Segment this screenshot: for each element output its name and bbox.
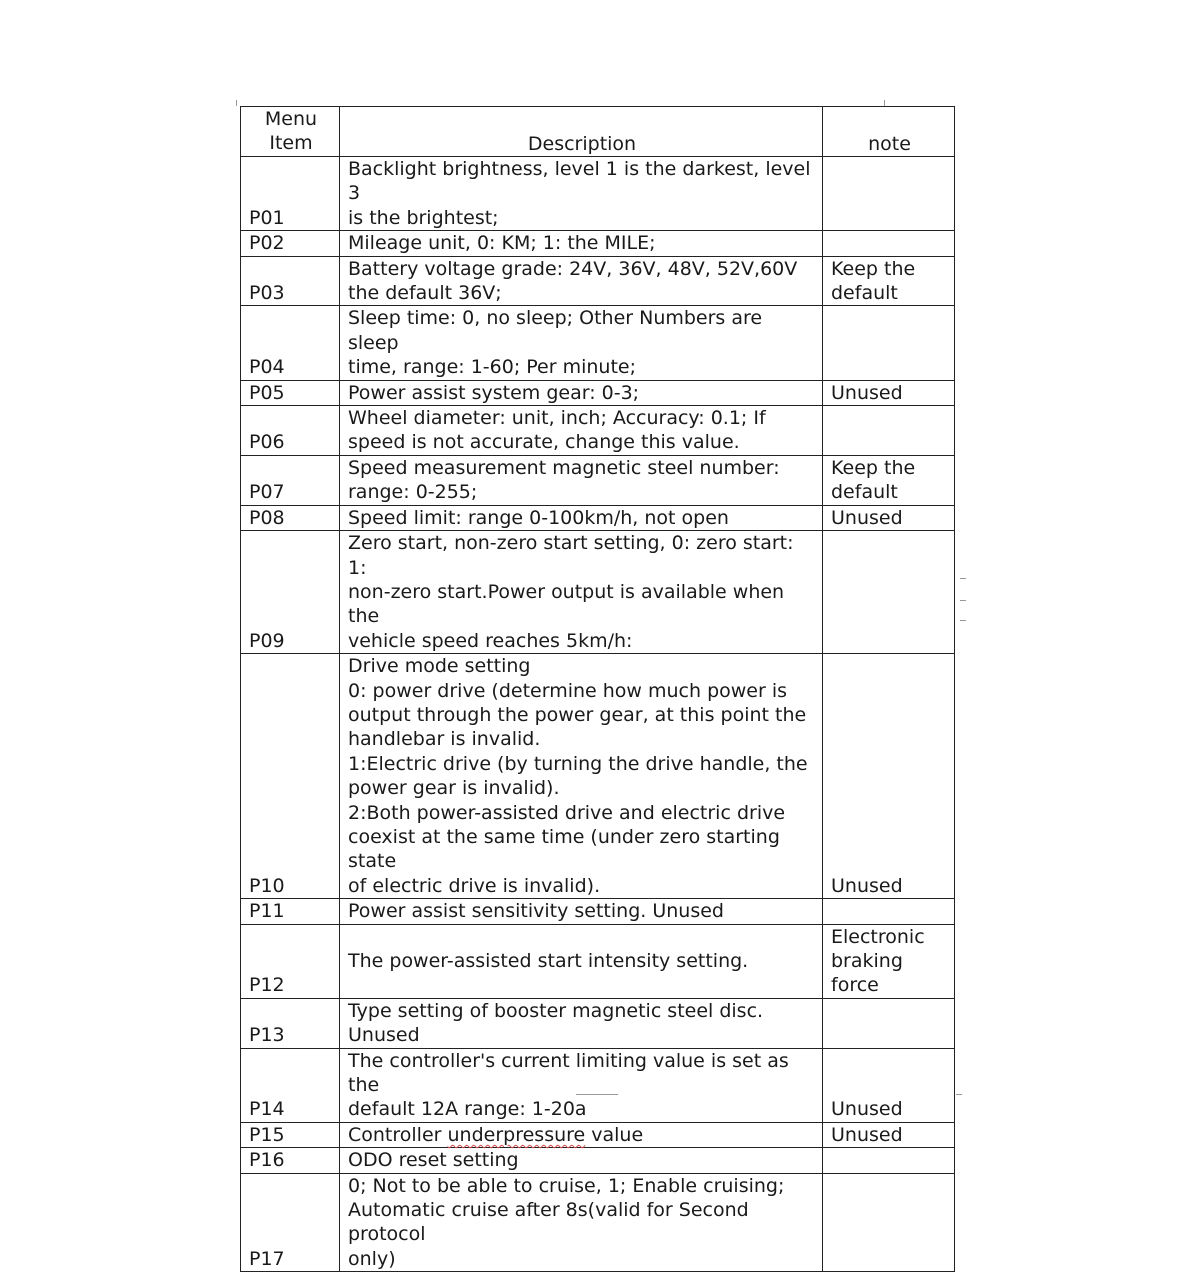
row-note — [823, 1173, 955, 1272]
corner-mark-bottom-right — [956, 1094, 962, 1095]
table-row — [241, 455, 955, 505]
row-description: Mileage unit, 0: KM; 1: the MILE; — [340, 231, 823, 256]
table-row — [241, 231, 955, 256]
table-row — [241, 899, 955, 924]
table-row — [241, 306, 955, 380]
row-description: Battery voltage grade: 24V, 36V, 48V, 52V,60V the default 36V; — [340, 256, 823, 306]
row-note: Electronic braking force — [823, 924, 955, 998]
row-note — [823, 406, 955, 456]
row-description: Speed measurement magnetic steel number: range: 0-255; — [340, 455, 823, 505]
table-row — [241, 1048, 955, 1122]
header-description: Description — [340, 107, 823, 157]
row-item: P13 — [241, 998, 340, 1048]
edge-mark-right — [960, 578, 966, 579]
table-row — [241, 1122, 955, 1147]
row-description: Sleep time: 0, no sleep; Other Numbers are sleep time, range: 1-60; Per minute; — [340, 306, 823, 380]
row-description: Zero start, non-zero start setting, 0: zero start: 1: non-zero start.Power output is available when the vehicle speed reaches 5km/h: — [340, 531, 823, 654]
row-item: P04 — [241, 306, 340, 380]
row-description-prefix: Controller — [348, 1123, 448, 1146]
table-row — [241, 256, 955, 306]
row-note — [823, 157, 955, 231]
row-description: Speed limit: range 0-100km/h, not open — [340, 505, 823, 530]
row-note — [823, 231, 955, 256]
row-note — [823, 1148, 955, 1173]
menu-settings-table — [240, 106, 955, 1272]
row-item: P06 — [241, 406, 340, 456]
row-item: P02 — [241, 231, 340, 256]
row-item: P07 — [241, 455, 340, 505]
row-item: P16 — [241, 1148, 340, 1173]
table-row — [241, 1173, 955, 1272]
row-note — [823, 306, 955, 380]
row-description: Power assist sensitivity setting. Unused — [340, 899, 823, 924]
row-note: Unused — [823, 1048, 955, 1122]
corner-mark-top-left — [236, 100, 237, 106]
row-description: Type setting of booster magnetic steel disc. Unused — [340, 998, 823, 1048]
row-item: P01 — [241, 157, 340, 231]
row-description: Drive mode setting 0: power drive (determine how much power is output through the power gear, at this point the handlebar is invalid. 1:Electric drive (by turning the drive handle, the power gear is invalid). 2:Both power-assisted drive and electric drive coexist at the same time (under zero starting state of electric drive is invalid). — [340, 654, 823, 899]
edge-mark-right-3 — [960, 620, 966, 621]
row-note — [823, 899, 955, 924]
table-row — [241, 406, 955, 456]
row-item: P09 — [241, 531, 340, 654]
table-header-row — [241, 107, 955, 157]
row-note: Unused — [823, 1122, 955, 1147]
row-item: P14 — [241, 1048, 340, 1122]
table-row — [241, 505, 955, 530]
table-row — [241, 998, 955, 1048]
row-note: Unused — [823, 505, 955, 530]
row-note: Keep the default — [823, 455, 955, 505]
row-note: Unused — [823, 380, 955, 405]
row-description: Backlight brightness, level 1 is the darkest, level 3 is the brightest; — [340, 157, 823, 231]
table-row — [241, 157, 955, 231]
row-note — [823, 531, 955, 654]
row-item: P12 — [241, 924, 340, 998]
header-menu-item: Menu Item — [241, 107, 340, 157]
row-description: ODO reset setting — [340, 1148, 823, 1173]
row-description: The controller's current limiting value is set as the default 12A range: 1-20a — [340, 1048, 823, 1122]
table-row — [241, 654, 955, 899]
row-item: P17 — [241, 1173, 340, 1272]
row-description — [340, 924, 823, 998]
table-row — [241, 531, 955, 654]
row-item: P15 — [241, 1122, 340, 1147]
row-description-suffix: value — [585, 1123, 644, 1146]
row-description — [340, 1122, 823, 1147]
row-description: 0; Not to be able to cruise, 1; Enable cruising; Automatic cruise after 8s(valid for Second protocol only) — [340, 1173, 823, 1272]
edge-mark-right-2 — [960, 600, 966, 601]
row-item: P10 — [241, 654, 340, 899]
row-description-text: The power-assisted start intensity setting. — [348, 950, 749, 972]
row-item: P08 — [241, 505, 340, 530]
row-note — [823, 998, 955, 1048]
row-item: P03 — [241, 256, 340, 306]
row-item: P05 — [241, 380, 340, 405]
row-item: P11 — [241, 899, 340, 924]
spellcheck-underlined-word: underpressure — [447, 1123, 586, 1146]
header-note: note — [823, 107, 955, 157]
row-note: Keep the default — [823, 256, 955, 306]
row-note: Unused — [823, 654, 955, 899]
table-row — [241, 924, 955, 998]
row-description: Wheel diameter: unit, inch; Accuracy: 0.1; If speed is not accurate, change this value. — [340, 406, 823, 456]
row-description: Power assist system gear: 0-3; — [340, 380, 823, 405]
table-row — [241, 380, 955, 405]
table-row — [241, 1148, 955, 1173]
